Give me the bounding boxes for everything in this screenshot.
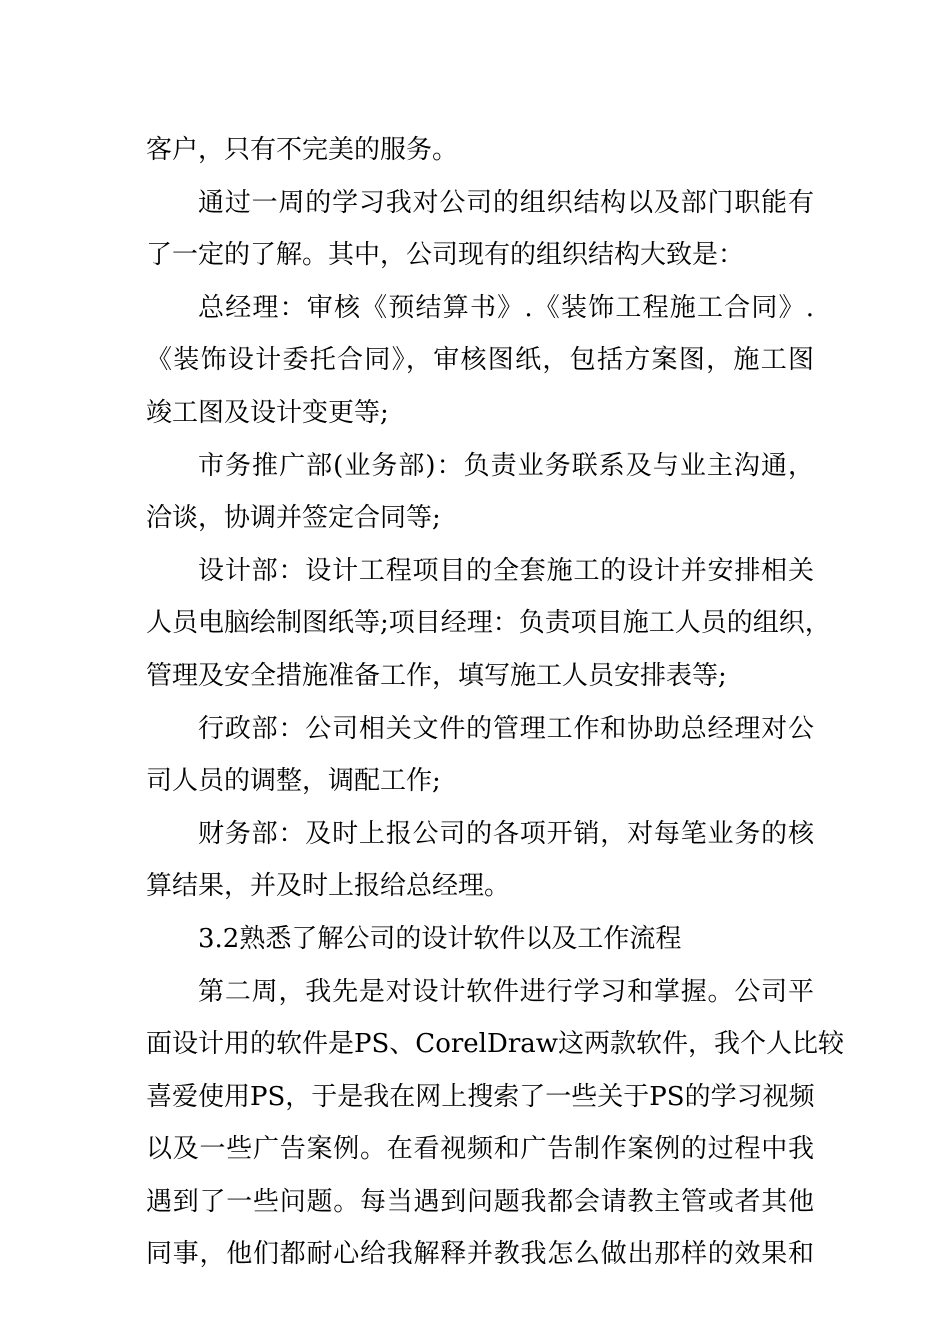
text-line: 同事，他们都耐心给我解释并教我怎么做出那样的效果和 [146, 1239, 814, 1270]
paragraph-first-line: 第二周，我先是对设计软件进行学习和掌握。公司平 [198, 976, 814, 1007]
text-line: 《装饰设计委托合同》，审核图纸，包括方案图，施工图 [146, 345, 814, 376]
paragraph-first-line: 市务推广部(业务部)：负责业务联系及与业主沟通， [198, 450, 814, 481]
text-line: 客户，只有不完美的服务。 [146, 135, 459, 165]
paragraph-first-line: 设计部：设计工程项目的全套施工的设计并安排相关 [198, 555, 814, 586]
paragraph-first-line: 总经理：审核《预结算书》.《装饰工程施工合同》. [198, 292, 814, 323]
text-line: 面设计用的软件是PS、CorelDraw这两款软件，我个人比较 [146, 1029, 845, 1060]
section-heading: 3.2熟悉了解公司的设计软件以及工作流程 [198, 923, 682, 954]
paragraph-first-line: 行政部：公司相关文件的管理工作和协助总经理对公 [198, 713, 814, 744]
text-line: 洽谈，协调并签定合同等; [146, 503, 441, 534]
paragraph-first-line: 通过一周的学习我对公司的组织结构以及部门职能有 [198, 187, 814, 218]
text-line: 算结果，并及时上报给总经理。 [146, 871, 511, 902]
text-line: 竣工图及设计变更等; [146, 397, 389, 428]
paragraph-first-line: 财务部：及时上报公司的各项开销，对每笔业务的核 [198, 818, 814, 849]
document-body [146, 124, 845, 1281]
text-line: 遇到了一些问题。每当遇到问题我都会请教主管或者其他 [146, 1186, 814, 1217]
text-line: 了一定的了解。其中，公司现有的组织结构大致是： [146, 240, 745, 271]
text-line: 管理及安全措施准备工作，填写施工人员安排表等; [146, 660, 727, 691]
text-line: 司人员的调整，调配工作; [146, 766, 441, 797]
text-line: 人员电脑绘制图纸等;项目经理：负责项目施工人员的组织， [146, 608, 831, 639]
text-line: 喜爱使用PS，于是我在网上搜索了一些关于PS的学习视频 [146, 1081, 815, 1112]
text-line: 以及一些广告案例。在看视频和广告制作案例的过程中我 [146, 1134, 814, 1165]
